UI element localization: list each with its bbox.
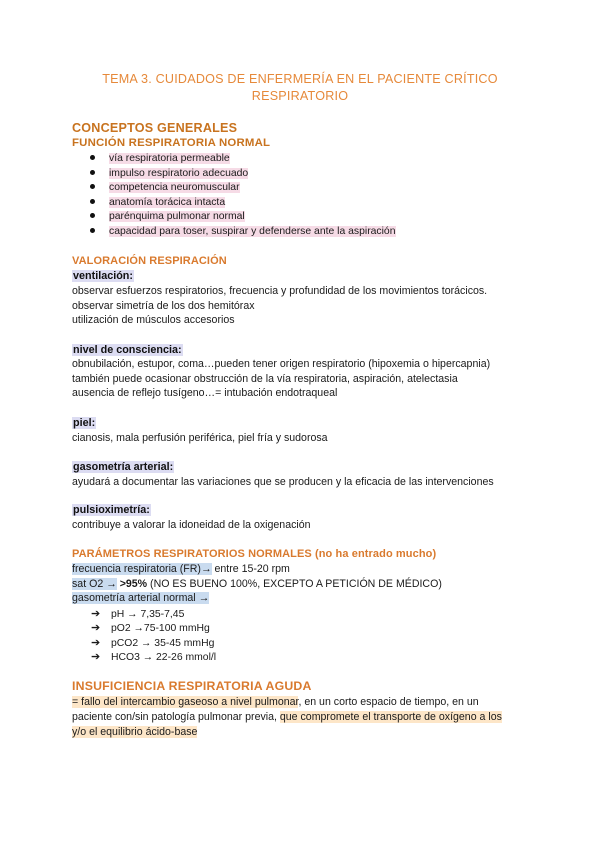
document-title bbox=[70, 71, 530, 105]
text-line: ausencia de reflejo tusígeno…= intubación endotraqueal bbox=[72, 387, 338, 399]
param-frecuencia-respiratoria: frecuencia respiratoria (FR)→ entre 15-20 rpm bbox=[72, 563, 290, 575]
text-line: obnubilación, estupor, coma…pueden tener origen respiratorio (hipoxemia o hipercapnia) bbox=[72, 358, 491, 370]
list-item: ➔ pO2 →75-100 mmHg bbox=[91, 622, 210, 634]
text-line: utilización de músculos accesorios bbox=[72, 314, 235, 326]
label-piel: piel: bbox=[73, 417, 96, 429]
arrow-right-icon: ➔ bbox=[91, 608, 101, 620]
list-item: ➔ pH → 7,35-7,45 bbox=[91, 608, 185, 620]
title-line-1: TEMA 3. CUIDADOS DE ENFERMERÍA EN EL PACIENTE CRÍTICO bbox=[102, 72, 498, 86]
list-item: ➔ HCO3 → 22-26 mmol/l bbox=[91, 651, 217, 663]
list-item: competencia neuromuscular bbox=[90, 182, 240, 193]
section-heading-insuficiencia: INSUFICIENCIA RESPIRATORIA AGUDA bbox=[72, 679, 312, 693]
text-line: cianosis, mala perfusión periférica, piel fría y sudorosa bbox=[72, 432, 328, 444]
text-line: paciente con/sin patología pulmonar previa, que compromete el transporte de oxígeno a los bbox=[72, 711, 502, 723]
bullet-dot-icon bbox=[90, 170, 95, 175]
arrow-right-icon: ➔ bbox=[91, 622, 101, 634]
bullet-dot-icon bbox=[90, 213, 95, 218]
label-ventilacion: ventilación: bbox=[73, 270, 133, 282]
bullet-dot-icon bbox=[90, 228, 95, 233]
list-item: parénquima pulmonar normal bbox=[90, 211, 245, 222]
section-heading-valoracion: VALORACIÓN RESPIRACIÓN bbox=[72, 255, 227, 267]
list-item: capacidad para toser, suspirar y defenderse ante la aspiración bbox=[90, 226, 396, 237]
bullet-dot-icon bbox=[90, 184, 95, 189]
arrow-right-icon: ➔ bbox=[91, 637, 101, 649]
title-line-2: RESPIRATORIO bbox=[251, 89, 349, 103]
text-line: ayudará a documentar las variaciones que se producen y la eficacia de las intervenciones bbox=[72, 476, 494, 488]
list-item: anatomía torácica intacta bbox=[90, 197, 225, 208]
text-line: = fallo del intercambio gaseoso a nivel pulmonar, en un corto espacio de tiempo, en un bbox=[72, 696, 479, 708]
text-line: también puede ocasionar obstrucción de la vía respiratoria, aspiración, atelectasia bbox=[72, 373, 458, 385]
label-gasometria: gasometría arterial: bbox=[73, 461, 174, 473]
arrow-right-icon: ➔ bbox=[91, 651, 101, 663]
text-line: observar esfuerzos respiratorios, frecuencia y profundidad de los movimientos torácicos. bbox=[72, 285, 488, 297]
text-line: observar simetría de los dos hemitórax bbox=[72, 300, 255, 312]
param-sat-o2: sat O2 → >95% (NO ES BUENO 100%, EXCEPTO A PETICIÓN DE MÉDICO) bbox=[72, 578, 442, 590]
label-pulsioximetria: pulsioximetría: bbox=[73, 504, 150, 516]
list-item: impulso respiratorio adecuado bbox=[90, 168, 248, 179]
section-heading-parametros: PARÁMETROS RESPIRATORIOS NORMALES (no ha entrado mucho) bbox=[72, 548, 437, 560]
param-gasometria-arterial: gasometría arterial normal → bbox=[72, 592, 210, 604]
bullet-dot-icon bbox=[90, 155, 95, 160]
text-line: y/o el equilibrio ácido-base bbox=[72, 726, 198, 738]
section-heading-conceptos: CONCEPTOS GENERALES bbox=[72, 121, 238, 135]
subheading-funcion-respiratoria: FUNCIÓN RESPIRATORIA NORMAL bbox=[72, 137, 271, 149]
bullet-dot-icon bbox=[90, 199, 95, 204]
list-item: ➔ pCO2 → 35-45 mmHg bbox=[91, 637, 215, 649]
list-item: vía respiratoria permeable bbox=[90, 153, 230, 164]
label-nivel-consciencia: nivel de consciencia: bbox=[73, 344, 182, 356]
text-line: contribuye a valorar la idoneidad de la oxigenación bbox=[72, 519, 311, 531]
